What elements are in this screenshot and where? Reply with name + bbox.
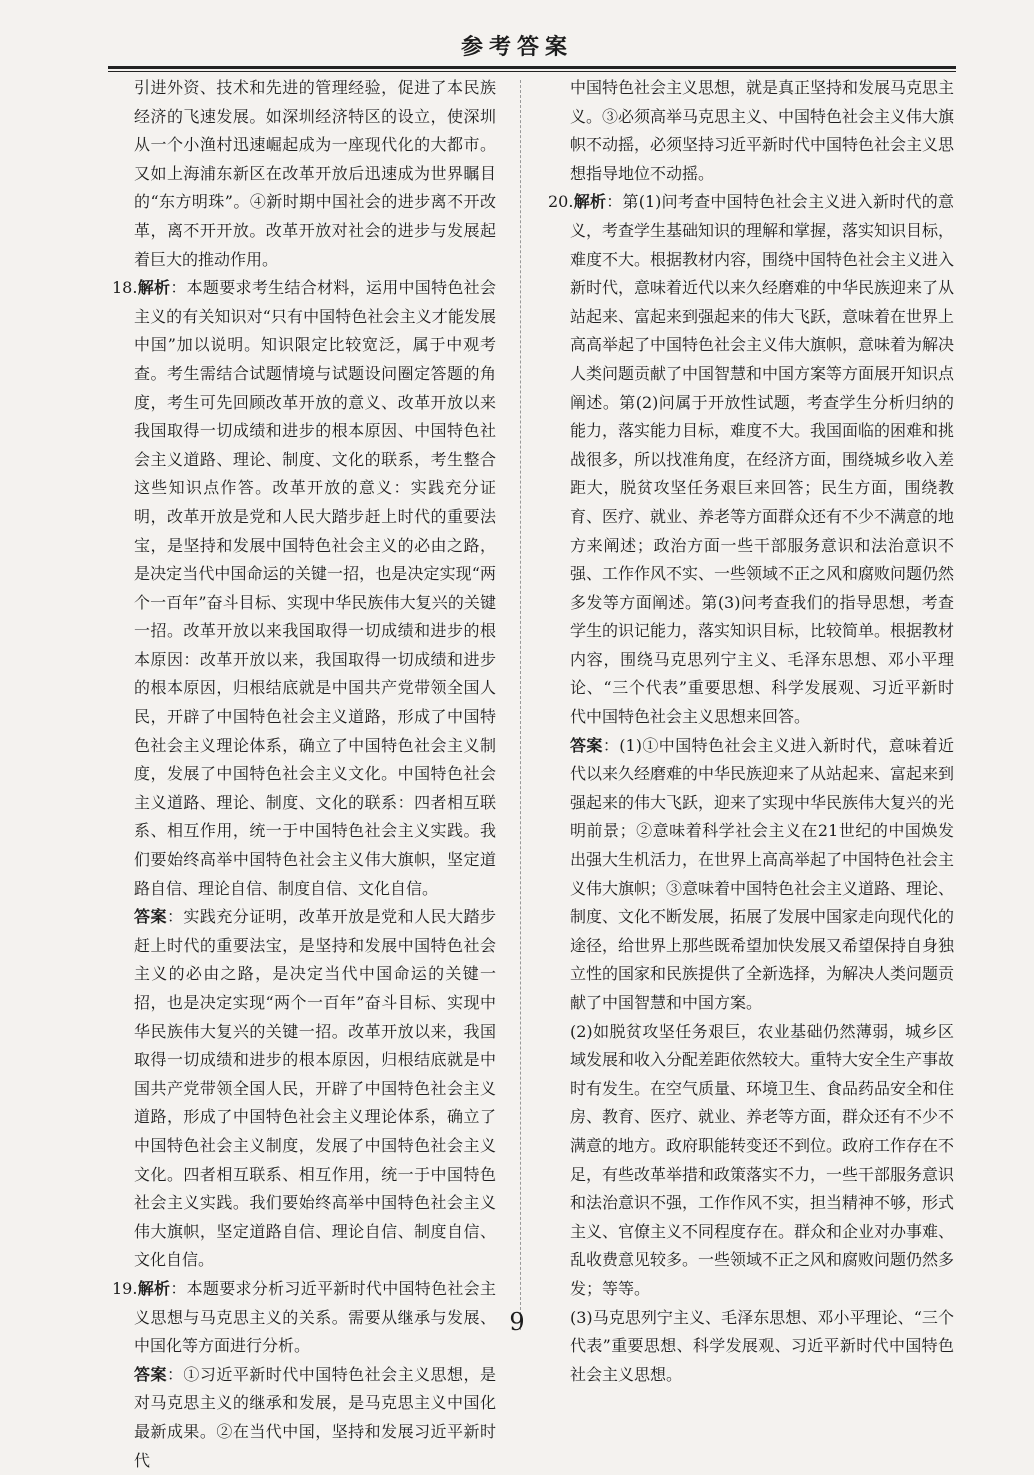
column-divider xyxy=(520,80,521,1330)
left-column xyxy=(112,74,496,1475)
question-20-answer-part-1 xyxy=(548,732,954,1018)
analysis-text: ：本题要求考生结合材料，运用中国特色社会主义的有关知识对“只有中国特色社会主义才能发展中国”加以说明。知识限定比较宽泛，属于中观考查。考生需结合试题情境与试题设问圈定答题的角度，考生可先回顾改革开放的意义、改革开放以来我国取得一切成绩和进步的根本原因、中国特色社会主义道路、理论、制度、文化的联系，考生整合这些知识点作答。改革开放的意义：实践充分证明，改革开放是党和人民大踏步赶上时代的重要法宝，是坚持和发展中国特色社会主义的必由之路，是决定当代中国命运的关键一招，也是决定实现“两个一百年”奋斗目标、实现中华民族伟大复兴的关键一招。改革开放以来我国取得一切成绩和进步的根本原因：改革开放以来，我国取得一切成绩和进步的根本原因，归根结底就是中国共产党带领全国人民，开辟了中国特色社会主义道路，形成了中国特色社会主义理论体系，确立了中国特色社会主义制度，发展了中国特色社会主义文化。中国特色社会主义道路、理论、制度、文化的联系：四者相互联系、相互作用，统一于中国特色社会主义实践。我们要始终高举中国特色社会主义伟大旗帜，坚定道路自信、理论自信、制度自信、文化自信。 xyxy=(134,278,496,898)
question-18-answer xyxy=(112,903,496,1275)
question-19-answer xyxy=(112,1361,496,1475)
header-rule-thin xyxy=(108,71,956,72)
header-rule-thick xyxy=(108,66,956,69)
question-20-answer-part-2: (2)如脱贫攻坚任务艰巨，农业基础仍然薄弱，城乡区域发展和收入分配差距依然较大。重特大安全生产事故时有发生。在空气质量、环境卫生、食品药品安全和住房、教育、医疗、就业、养老等方面，群众还有不少不满意的地方。政府职能转变还不到位。政府工作存在不足，有些改革举措和政策落实不力，一些干部服务意识和法治意识不强，工作作风不实，担当精神不够，形式主义、官僚主义不同程度存在。群众和企业对办事难、乱收费意见较多。一些领域不正之风和腐败问题仍然多发；等等。 xyxy=(570,1021,955,1298)
question-number: 19. xyxy=(112,1278,138,1298)
answer-label: 答案 xyxy=(134,907,167,927)
question-18-analysis xyxy=(112,274,496,903)
question-number: 20. xyxy=(548,192,574,212)
continued-paragraph: 中国特色社会主义思想，就是真正坚持和发展马克思主义。③必须高举马克思主义、中国特色社会主义伟大旗帜不动摇，必须坚持习近平新时代中国特色社会主义思想指导地位不动摇。 xyxy=(570,78,955,183)
analysis-text: ：第(1)问考查中国特色社会主义进入新时代的意义，考查学生基础知识的理解和掌握，落实知识目标，难度不大。根据教材内容，围绕中国特色社会主义进入新时代，意味着近代以来久经磨难的中华民族迎来了从站起来、富起来到强起来的伟大飞跃，意味着在世界上高高举起了中国特色社会主义伟大旗帜，意味着为解决人类问题贡献了中国智慧和中国方案等方面展开知识点阐述。第(2)问属于开放性试题，考查学生分析归纳的能力，落实能力目标，难度不大。我国面临的困难和挑战很多，所以找准角度，在经济方面，围绕城乡收入差距大，脱贫攻坚任务艰巨来回答；民生方面，围绕教育、医疗、就业、养老等方面群众还有不少不满意的地方来阐述；政治方面一些干部服务意识和法治意识不强、工作作风不实、一些领域不正之风和腐败问题仍然多发等方面阐述。第(3)问考查我们的指导思想，考查学生的识记能力，落实知识目标，比较简单。根据教材内容，围绕马克思列宁主义、毛泽东思想、邓小平理论、“三个代表”重要思想、科学发展观、习近平新时代中国特色社会主义思想来回答。 xyxy=(570,192,955,727)
answer-text: ：实践充分证明，改革开放是党和人民大踏步赶上时代的重要法宝，是坚持和发展中国特色社会主义的必由之路，是决定当代中国命运的关键一招，也是决定实现“两个一百年”奋斗目标、实现中华民族伟大复兴的关键一招。改革开放以来，我国取得一切成绩和进步的根本原因，归根结底就是中国共产党带领全国人民，开辟了中国特色社会主义道路，形成了中国特色社会主义理论体系，确立了中国特色社会主义制度，发展了中国特色社会主义文化。四者相互联系、相互作用，统一于中国特色社会主义实践。我们要始终高举中国特色社会主义伟大旗帜，坚定道路自信、理论自信、制度自信、文化自信。 xyxy=(134,907,496,1270)
page-header-title: 参考答案 xyxy=(460,35,573,60)
page-number: 9 xyxy=(509,1308,525,1336)
answer-label: 答案 xyxy=(134,1364,167,1384)
right-column xyxy=(548,74,954,1389)
analysis-label: 解析 xyxy=(137,1278,171,1298)
continued-paragraph: 引进外资、技术和先进的管理经验，促进了本民族经济的飞速发展。如深圳经济特区的设立，使深圳从一个小渔村迅速崛起成为一座现代化的大都市。又如上海浦东新区在改革开放后迅速成为世界瞩目的“东方明珠”。④新时期中国社会的进步离不开改革，离不开开放。改革开放对社会的进步与发展起着巨大的推动作用。 xyxy=(134,78,496,269)
question-20-analysis xyxy=(548,188,954,731)
answer-label: 答案 xyxy=(570,735,603,755)
analysis-text: ：本题要求分析习近平新时代中国特色社会主义思想与马克思主义的关系。需要从继承与发展、中国化等方面进行分析。 xyxy=(134,1278,496,1356)
answer-text: ：①习近平新时代中国特色社会主义思想，是对马克思主义的继承和发展，是马克思主义中国化最新成果。②在当代中国，坚持和发展习近平新时代 xyxy=(134,1364,496,1470)
question-20-answer-part-3: (3)马克思列宁主义、毛泽东思想、邓小平理论、“三个代表”重要思想、科学发展观、习近平新时代中国特色社会主义思想。 xyxy=(570,1307,954,1384)
question-number: 18. xyxy=(112,278,138,298)
analysis-label: 解析 xyxy=(137,278,171,298)
answer-text: ：(1)①中国特色社会主义进入新时代，意味着近代以来久经磨难的中华民族迎来了从站起来、富起来到强起来的伟大飞跃，迎来了实现中华民族伟大复兴的光明前景；②意味着科学社会主义在21世纪的中国焕发出强大生机活力，在世界上高高举起了中国特色社会主义伟大旗帜；③意味着中国特色社会主义道路、理论、制度、文化不断发展，拓展了发展中国家走向现代化的途径，给世界上那些既希望加快发展又希望保持自身独立性的国家和民族提供了全新选择，为解决人类问题贡献了中国智慧和中国方案。 xyxy=(570,735,955,1012)
analysis-label: 解析 xyxy=(573,192,607,212)
